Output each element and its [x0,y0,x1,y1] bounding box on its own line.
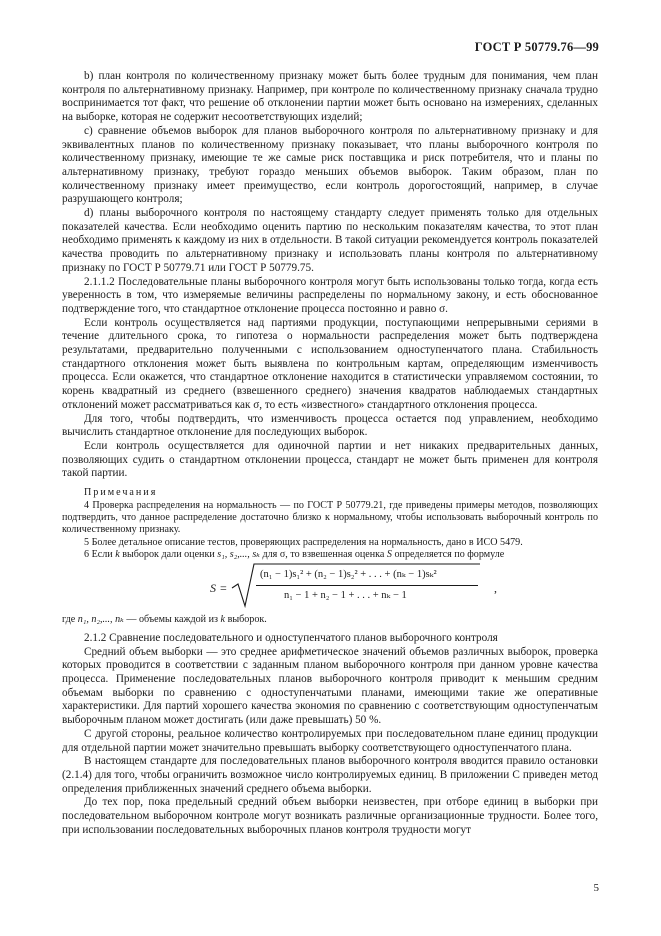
formula-where-clause: где n₁, n₂,..., nₖ — объемы каждой из k выборок. [62,613,267,625]
section-paragraph-2: С другой стороны, реальное количество контролируемых при последовательном плане единиц продукции для отдельной партии может значительно превышать выборку соответствующего одноступенчатого плана. [62,727,598,754]
fraction-bar [256,585,478,586]
paragraph-continuous-lots: Если контроль осуществляется над партиями продукции, поступающими непрерывными сериями в течение длительного срока, то гипотеза о нормальности распределения может быть подтверждена результатами, предварительно полученными с использованием одноступенчатого плана. Стабильность стандартного отклонения может быть выявлена по контрольным картам, определяющим изменчивость процесса. Если окажется, что стандартное отклонение находится в статистически управляемом состоянии, то корень квадратный из среднего (взвешенного среднего) значения квадратов наблюдаемых стандартных отклонений может рассматриваться как σ, то есть «известного» стандартного отклонения процесса. [62,316,598,411]
weighted-estimate-formula [62,562,598,614]
formula-denominator: n₁ − 1 + n₂ − 1 + . . . + nₖ − 1 [284,589,407,601]
section-paragraph-4: До тех пор, пока предельный средний объем выборки неизвестен, при отборе единиц в выборки при последовательном выборочном контроле могут возникать различные организационные трудности. Более того, при использовании последовательных выборочных планов контроля трудности могут [62,796,598,836]
formula-equals: = [220,580,227,595]
page-number: 5 [593,882,599,894]
note-4: 4 Проверка распределения на нормальность — по ГОСТ Р 50779.21, где приведены примеры методов, позволяющих подтвердить, что данное распределение достаточно близко к нормальному, чтобы использовать выборочный контроль по количественному признаку. [62,499,598,536]
section-2-1-2-heading: 2.1.2 Сравнение последовательного и одноступенчатого планов выборочного контроля [84,631,498,644]
paragraph-d: d) планы выборочного контроля по настоящему стандарту следует применять только для отдельных показателей качества. Если необходимо оценить партию по нескольким показателям качества, то этот план необходимо применять к каждому из них в отдельности. В такой ситуации рекомендуется контроль показателей качества проводить по альтернативному признаку и использовать планы контроля по альтернативному признаку по ГОСТ Р 50779.71 или ГОСТ Р 50779.75. [62,207,598,274]
section-paragraph-1: Средний объем выборки — это среднее арифметическое значений объемов различных выборок, проверка которых проводится в соответствии с заданным планом выборочного контроля при данном уровне качества процесса. Применение последовательных планов выборочного контроля приводит к меньшим средним объемам выборки по сравнению с одноступенчатыми планами, имеющими такие же оперативные характеристики. Для партий хорошего качества экономия по сравнению с соответствующим одноступенчатым выборочным планом может достигать (или даже превышать) 50 %. [62,645,598,727]
notes-heading: Примечания [84,487,158,499]
paragraph-single-lot: Если контроль осуществляется для одиночной партии и нет никаких предварительных данных, позволяющих судить о стандартном отклонении процесса, стандарт не может быть применен для контроля такой партии. [62,439,598,480]
note-5: 5 Более детальное описание тестов, проверяющих распределения на нормальность, дано в ИСО 5479. [84,536,523,548]
formula-comma: , [494,580,497,595]
document-body [62,70,598,837]
paragraph-b: b) план контроля по количественному признаку может быть более трудным для понимания, чем план контроля по альтернативному признаку. Например, при контроле по количественному признаку сначала трудно воспринимается тот факт, что решение об отклонении партии может быть основано на измерениях, сделанных на выборке, которая не содержит несоответствующих изделий; [62,70,598,124]
note-6: 6 Если k выборок дали оценки s₁, s₂,..., sₖ для σ, то взвешенная оценка S определяется по формуле [84,549,505,561]
paragraph-confirm-variability: Для того, чтобы подтвердить, что изменчивость процесса остается под управлением, необходимо вычислить стандартное отклонение для последующих выборок. [62,412,598,439]
standard-header: ГОСТ Р 50779.76—99 [474,40,599,54]
formula-lhs: S [210,580,216,595]
section-paragraph-3: В настоящем стандарте для последовательных планов выборочного контроля вводится правило остановки (2.1.4) для того, чтобы ограничить возможное число контролируемых единиц. В приложении С приведен метод определения приближенных значений среднего объема выборки. [62,755,598,795]
formula-numerator: (n₁ − 1)s₁² + (n₂ − 1)s₂² + . . . + (nₖ − 1)sₖ² [260,568,437,580]
paragraph-2-1-1-2: 2.1.1.2 Последовательные планы выборочного контроля могут быть использованы только тогда, когда есть уверенность в том, что измеряемые величины распределены по нормальному закону, и есть обоснованное подтверждение того, что стандартное отклонение процесса постоянно и равно σ. [62,275,598,315]
paragraph-c: c) сравнение объемов выборок для планов выборочного контроля по альтернативному признаку и для эквивалентных планов по количественному признаку показывает, что планы выборочного контроля по количественному признаку, имеющие те же самые риск поставщика и риск потребителя, что и планы по альтернативному признаку, требуют гораздо меньших объемов выборок. Таким образом, план по количественному признаку имеет преимущество, если контроль дорогостоящий, например, в случае разрушающего контроля; [62,124,598,206]
